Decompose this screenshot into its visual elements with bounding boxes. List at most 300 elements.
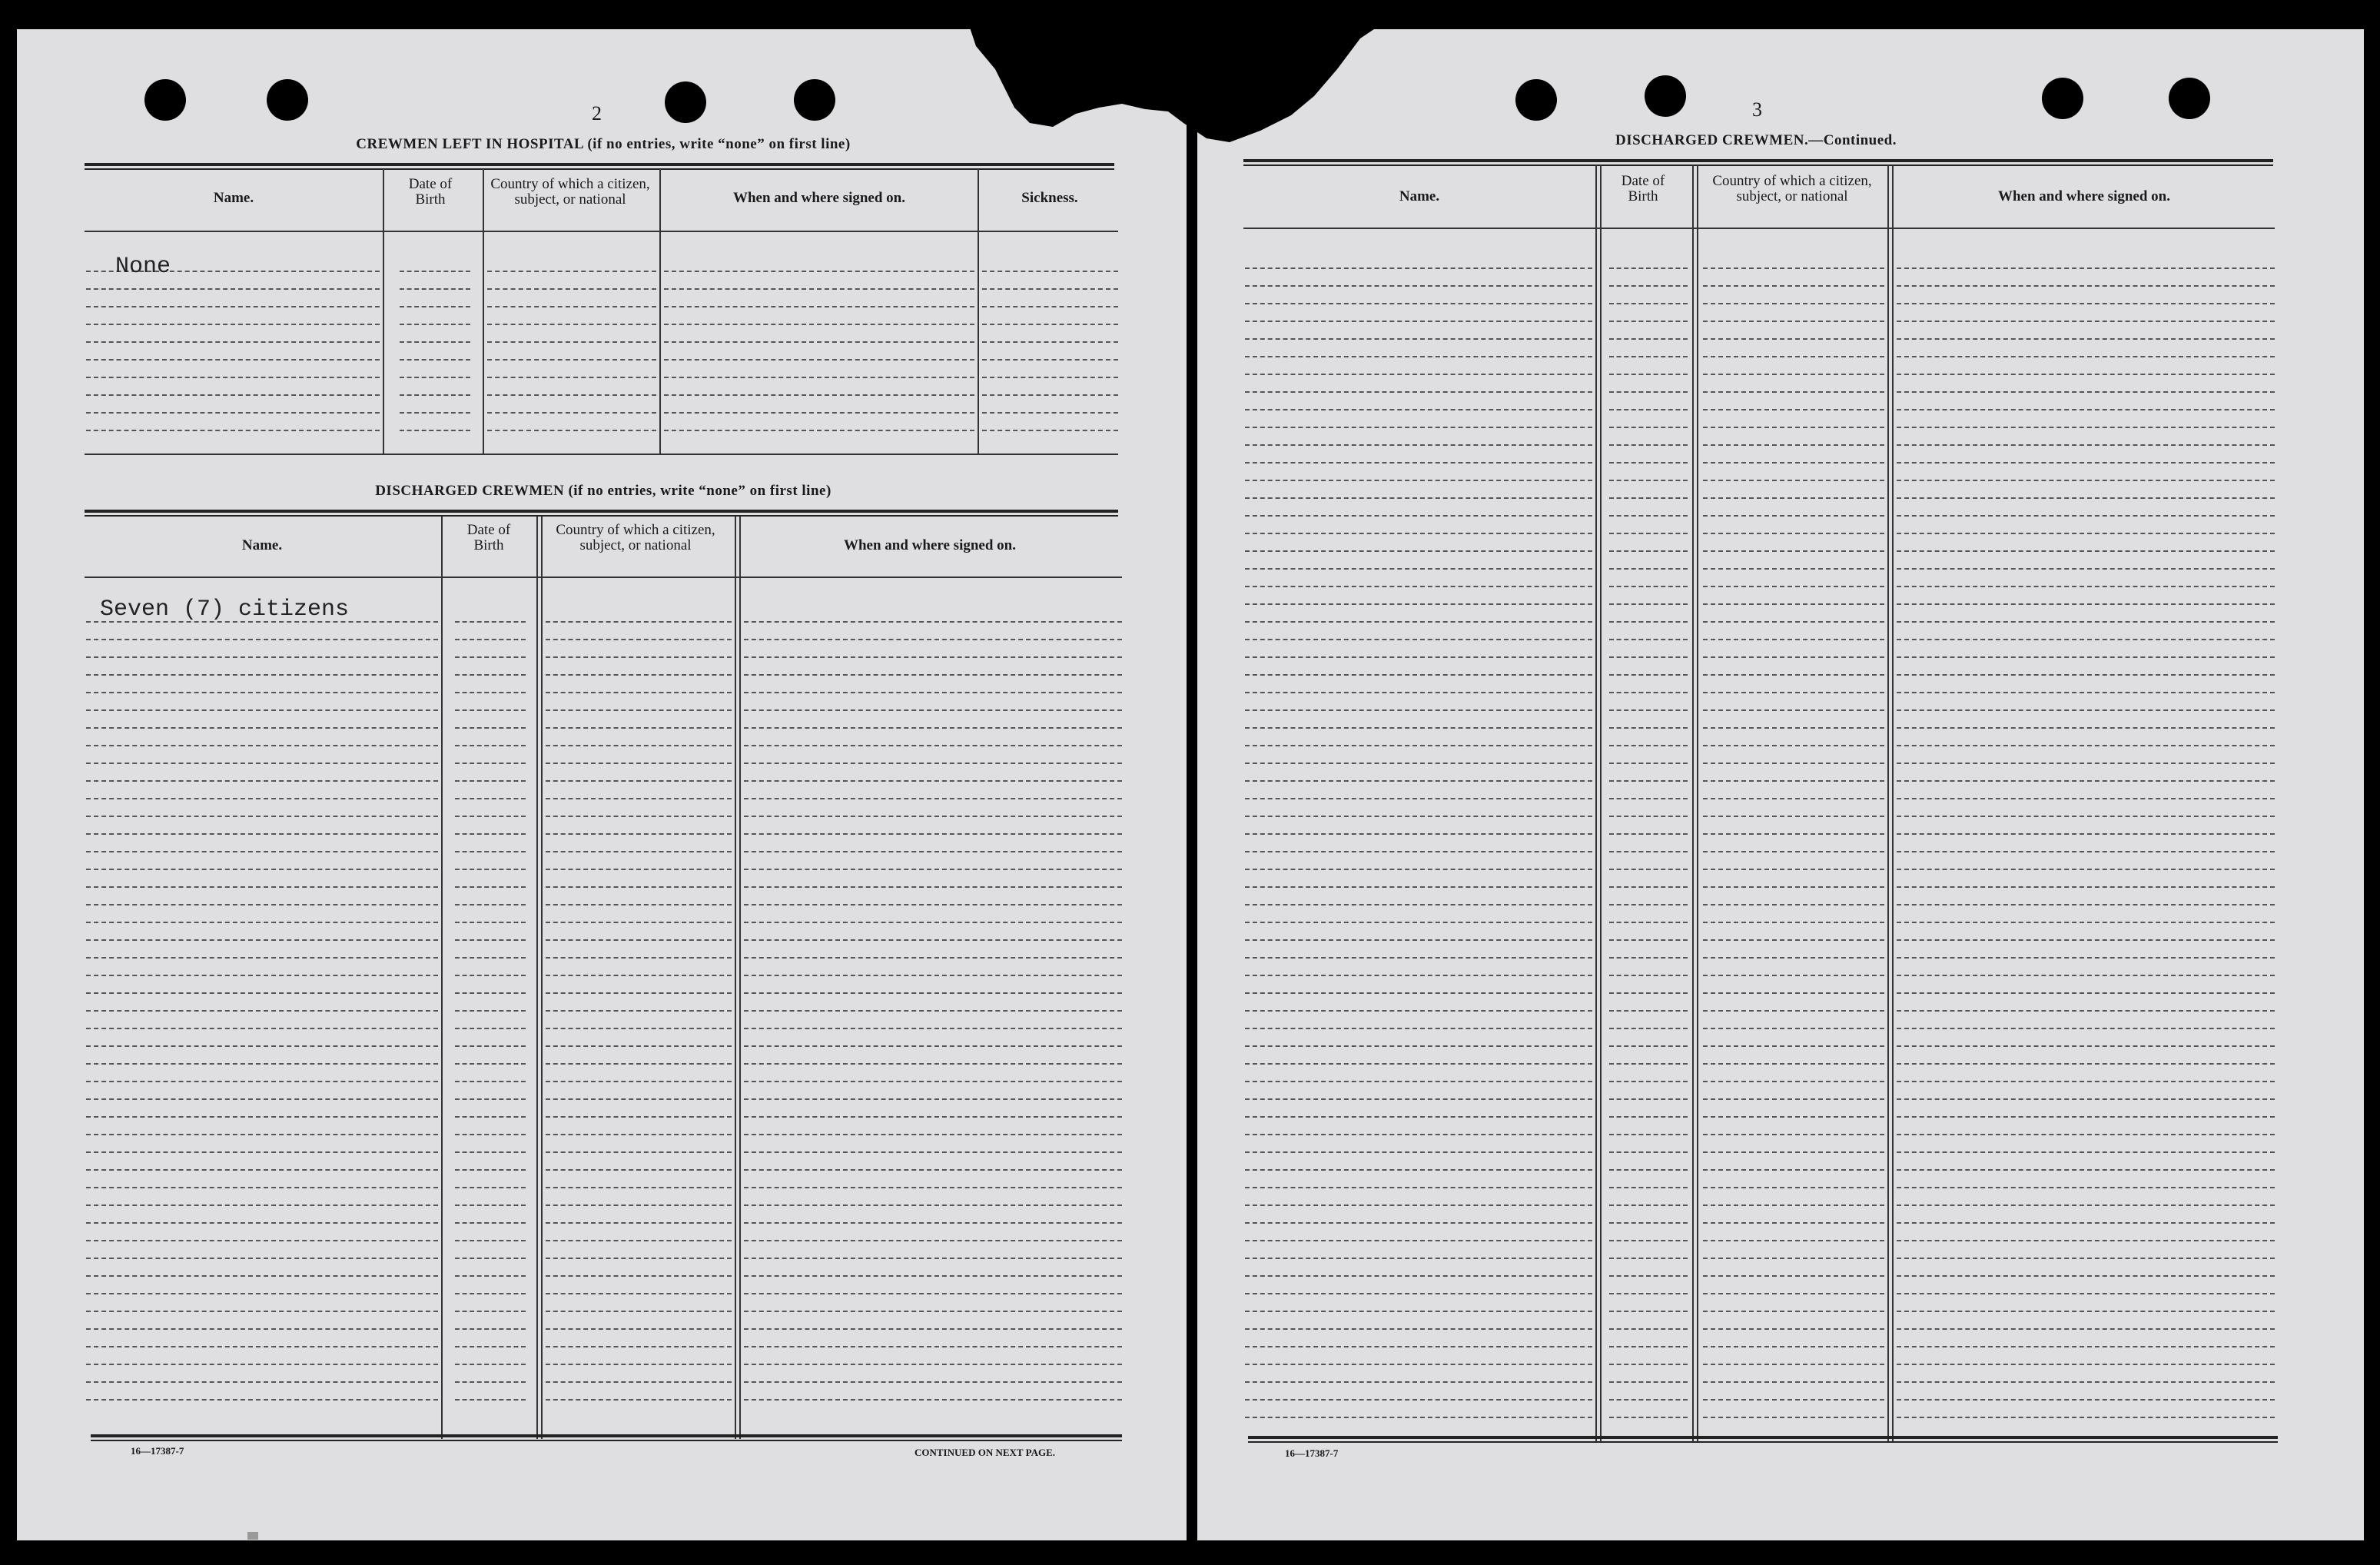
entry-line <box>455 886 526 888</box>
entry-line <box>455 1293 526 1294</box>
entry-line <box>1245 550 1592 552</box>
entry-line <box>1609 1028 1688 1029</box>
entry-line <box>664 412 974 414</box>
header-rule <box>85 510 1118 517</box>
entry-line <box>744 1311 1122 1312</box>
entry-line <box>744 1399 1122 1401</box>
entry-line <box>1245 816 1592 817</box>
entry-line <box>546 833 732 835</box>
entry-line <box>1245 639 1592 640</box>
entry-line <box>487 324 656 325</box>
entry-line <box>1897 745 2275 746</box>
entry-line <box>546 621 732 623</box>
entry-line <box>455 727 526 729</box>
entry-line <box>1245 1275 1592 1277</box>
entry-line <box>1609 1151 1688 1153</box>
entry-line <box>1703 480 1884 481</box>
entry-line <box>400 341 470 343</box>
entry-line <box>1245 1151 1592 1153</box>
entry-line <box>744 833 1122 835</box>
entry-line <box>1609 1187 1688 1188</box>
entry-line <box>1897 1028 2275 1029</box>
entry-line <box>1703 1028 1884 1029</box>
entry-line <box>1609 321 1688 322</box>
entry-line <box>1245 1364 1592 1365</box>
entry-line <box>1703 639 1884 640</box>
entry-line <box>86 1328 438 1330</box>
column-divider <box>1892 165 1894 1441</box>
entry-line <box>455 1028 526 1029</box>
col-country: Country of which a citizen, subject, or national <box>1712 173 1872 204</box>
entry-line <box>744 1134 1122 1135</box>
entry-line <box>1897 515 2275 517</box>
entry-line <box>982 394 1118 396</box>
entry-line <box>546 1134 732 1135</box>
entry-line <box>455 1328 526 1330</box>
entry-line <box>1703 321 1884 322</box>
entry-line <box>1609 1240 1688 1241</box>
entry-line <box>400 359 470 361</box>
entry-line <box>744 1010 1122 1012</box>
entry-line <box>455 1098 526 1100</box>
entry-line <box>1703 1399 1884 1401</box>
entry-line <box>1609 515 1688 517</box>
entry-line <box>744 1258 1122 1259</box>
entry-line <box>744 780 1122 782</box>
col-date-of-birth: Date of Birth <box>408 176 453 208</box>
entry-line <box>1897 1169 2275 1171</box>
punch-hole <box>1515 79 1557 121</box>
entry-line <box>86 975 438 976</box>
entry-line <box>1609 975 1688 976</box>
entry-line <box>1245 1045 1592 1047</box>
entry-line <box>455 1240 526 1241</box>
entry-line <box>455 656 526 658</box>
entry-line <box>982 412 1118 414</box>
entry-line <box>664 359 974 361</box>
entry-line <box>1245 692 1592 693</box>
entry-line <box>86 412 380 414</box>
entry-line <box>1703 1134 1884 1135</box>
entry-line <box>1245 1187 1592 1188</box>
entry-line <box>1245 957 1592 959</box>
page-number: 3 <box>1752 98 1762 121</box>
entry-line <box>1897 621 2275 623</box>
entry-line <box>1609 356 1688 357</box>
entry-line <box>744 1240 1122 1241</box>
entry-line <box>1897 603 2275 605</box>
entry-line <box>1703 568 1884 570</box>
entry-line <box>1609 1010 1688 1012</box>
entry-line <box>1245 763 1592 764</box>
entry-line <box>86 288 380 290</box>
col-name: Name. <box>241 537 283 553</box>
entry-line <box>1245 338 1592 340</box>
entry-line <box>86 639 438 640</box>
entry-line <box>1703 1204 1884 1206</box>
entry-line <box>1703 374 1884 375</box>
entry-line <box>455 1169 526 1171</box>
entry-line <box>400 394 470 396</box>
entry-line <box>455 1204 526 1206</box>
entry-line <box>1609 692 1688 693</box>
entry-line <box>744 639 1122 640</box>
entry-line <box>1703 444 1884 446</box>
entry-line <box>455 957 526 959</box>
entry-line <box>1245 409 1592 410</box>
entry-line <box>1609 727 1688 729</box>
entry-line <box>1897 1364 2275 1365</box>
entry-line <box>982 377 1118 378</box>
entry-line <box>1897 1222 2275 1224</box>
column-divider <box>978 169 979 454</box>
entry-line <box>744 816 1122 817</box>
entry-line <box>1897 763 2275 764</box>
entry-line <box>455 869 526 870</box>
column-divider <box>1595 165 1597 1441</box>
entry-line <box>1703 904 1884 905</box>
entry-line <box>1897 1293 2275 1294</box>
entry-line <box>744 886 1122 888</box>
entry-line <box>744 1204 1122 1206</box>
entry-line <box>1897 957 2275 959</box>
entry-line <box>1609 480 1688 481</box>
entry-line <box>1703 1151 1884 1153</box>
entry-line <box>1703 798 1884 799</box>
entry-line <box>744 1151 1122 1153</box>
form-number: 16—17387-7 <box>131 1445 184 1457</box>
entry-line <box>1703 1346 1884 1347</box>
entry-line <box>546 886 732 888</box>
entry-line <box>1609 886 1688 888</box>
entry-line <box>86 780 438 782</box>
entry-line <box>86 833 438 835</box>
entry-line <box>1703 391 1884 393</box>
entry-line <box>1245 621 1592 623</box>
entry-line <box>1703 586 1884 587</box>
entry-line <box>1703 1081 1884 1082</box>
entry-line <box>1897 1240 2275 1241</box>
entry-line <box>1703 1010 1884 1012</box>
entry-line <box>982 271 1118 272</box>
entry-line <box>1703 869 1884 870</box>
entry-line <box>86 1169 438 1171</box>
entry-line <box>546 692 732 693</box>
entry-line <box>1245 851 1592 852</box>
entry-line <box>744 763 1122 764</box>
entry-line <box>546 1098 732 1100</box>
entry-line <box>1609 267 1688 269</box>
entry-line <box>455 1151 526 1153</box>
entry-line <box>1609 1063 1688 1065</box>
entry-line <box>546 639 732 640</box>
entry-line <box>1703 709 1884 711</box>
entry-line <box>455 621 526 623</box>
form-number: 16—17387-7 <box>1285 1447 1339 1459</box>
entry-line <box>1897 656 2275 658</box>
entry-line <box>1703 957 1884 959</box>
entry-line <box>1703 267 1884 269</box>
entry-line <box>982 430 1118 431</box>
entry-line <box>455 816 526 817</box>
entry-line <box>86 816 438 817</box>
entry-line <box>86 1010 438 1012</box>
entry-line <box>1245 1010 1592 1012</box>
footer-rule <box>1248 1436 2278 1443</box>
entry-line <box>1245 303 1592 304</box>
entry-line <box>546 709 732 711</box>
entry-line <box>1703 939 1884 941</box>
entry-line <box>1897 285 2275 287</box>
entry-line <box>1609 639 1688 640</box>
entry-line <box>546 851 732 852</box>
entry-line <box>1245 709 1592 711</box>
entry-line <box>1245 497 1592 499</box>
entry-line <box>1897 692 2275 693</box>
entry-line <box>1609 550 1688 552</box>
entry-line <box>455 1010 526 1012</box>
entry-line <box>546 816 732 817</box>
entry-line <box>1703 1293 1884 1294</box>
entry-line <box>455 992 526 994</box>
entry-line <box>1609 1328 1688 1330</box>
entry-line <box>86 1098 438 1100</box>
entry-line <box>1245 798 1592 799</box>
entry-line <box>546 1151 732 1153</box>
col-signed-on: When and where signed on. <box>1997 188 2170 204</box>
entry-line <box>1703 674 1884 676</box>
entry-line <box>400 377 470 378</box>
entry-line <box>1703 550 1884 552</box>
entry-line <box>546 1399 732 1401</box>
entry-line <box>744 1187 1122 1188</box>
entry-line <box>1703 356 1884 357</box>
entry-line <box>744 975 1122 976</box>
punch-hole <box>794 79 835 121</box>
entry-line <box>744 798 1122 799</box>
entry-line <box>1609 603 1688 605</box>
entry-line <box>546 1169 732 1171</box>
entry-line <box>744 1328 1122 1330</box>
entry-line <box>1609 1134 1688 1135</box>
entry-line <box>86 377 380 378</box>
entry-line <box>744 851 1122 852</box>
entry-line <box>487 359 656 361</box>
entry-line <box>1703 1311 1884 1312</box>
entry-line <box>1245 356 1592 357</box>
entry-line <box>546 975 732 976</box>
entry-line <box>86 1204 438 1206</box>
entry-line <box>1897 391 2275 393</box>
entry-line <box>1897 356 2275 357</box>
entry-line <box>487 430 656 431</box>
entry-line <box>1245 886 1592 888</box>
entry-line <box>546 1045 732 1047</box>
entry-line <box>744 957 1122 959</box>
entry-line <box>455 763 526 764</box>
entry-line <box>546 1293 732 1294</box>
entry-line <box>86 1063 438 1065</box>
entry-line <box>546 745 732 746</box>
entry-line <box>744 904 1122 905</box>
entry-line <box>546 780 732 782</box>
entry-line <box>1609 1081 1688 1082</box>
entry-line <box>1609 939 1688 941</box>
entry-line <box>1897 1045 2275 1047</box>
entry-line <box>1897 303 2275 304</box>
header-bottom-rule <box>85 576 1122 578</box>
entry-line <box>86 763 438 764</box>
entry-line <box>1897 267 2275 269</box>
entry-line <box>1245 603 1592 605</box>
entry-line <box>1897 444 2275 446</box>
entry-line <box>455 1311 526 1312</box>
entry-line <box>1897 321 2275 322</box>
entry-line <box>1897 1399 2275 1401</box>
col-country: Country of which a citizen, subject, or national <box>490 176 650 208</box>
entry-line <box>1609 798 1688 799</box>
entry-line <box>86 341 380 343</box>
entry-line <box>455 1275 526 1277</box>
entry-line <box>1245 480 1592 481</box>
entry-line <box>86 1275 438 1277</box>
entry-line <box>1703 409 1884 410</box>
entry-line <box>546 798 732 799</box>
entry-line <box>1245 1328 1592 1330</box>
entry-line <box>1897 409 2275 410</box>
entry-line <box>1897 1311 2275 1312</box>
entry-line <box>1703 1116 1884 1118</box>
entry-line <box>1609 374 1688 375</box>
entry-line <box>982 288 1118 290</box>
entry-line <box>455 1346 526 1347</box>
entry-line <box>1897 497 2275 499</box>
entry-line <box>86 692 438 693</box>
entry-line <box>1609 833 1688 835</box>
entry-line <box>86 1381 438 1383</box>
entry-line <box>86 957 438 959</box>
entry-line <box>546 1063 732 1065</box>
header-bottom-rule <box>1243 228 2275 229</box>
entry-line <box>455 674 526 676</box>
entry-line <box>400 306 470 307</box>
entry-line <box>546 1187 732 1188</box>
column-divider <box>483 169 484 454</box>
entry-line <box>1897 550 2275 552</box>
entry-line <box>1703 1364 1884 1365</box>
entry-line <box>546 1258 732 1259</box>
entry-line <box>1609 851 1688 852</box>
entry-line <box>744 709 1122 711</box>
entry-line <box>546 1204 732 1206</box>
entry-line <box>1897 462 2275 464</box>
column-divider <box>536 517 538 1439</box>
entry-line <box>1245 975 1592 976</box>
entry-line <box>1897 904 2275 905</box>
entry-line <box>1703 1187 1884 1188</box>
entry-line <box>455 851 526 852</box>
entry-line <box>1245 1204 1592 1206</box>
entry-line <box>400 324 470 325</box>
entry-line <box>1609 745 1688 746</box>
entry-line <box>1609 427 1688 428</box>
entry-line <box>1897 1116 2275 1118</box>
entry-line <box>86 1081 438 1082</box>
entry-line <box>1897 1151 2275 1153</box>
entry-line <box>546 1028 732 1029</box>
entry-line <box>86 656 438 658</box>
entry-line <box>86 922 438 923</box>
entry-line <box>86 745 438 746</box>
entry-line <box>1609 1204 1688 1206</box>
entry-line <box>744 1098 1122 1100</box>
entry-line <box>86 324 380 325</box>
entry-line <box>1703 1258 1884 1259</box>
entry-line <box>487 271 656 272</box>
column-divider <box>441 517 443 1439</box>
entry-line <box>1245 1399 1592 1401</box>
page-tab-marker <box>247 1532 258 1540</box>
entry-line <box>744 1081 1122 1082</box>
entry-line <box>400 288 470 290</box>
entry-line <box>455 1258 526 1259</box>
entry-line <box>744 1045 1122 1047</box>
entry-line <box>546 869 732 870</box>
entry-line <box>487 377 656 378</box>
column-divider <box>659 169 661 454</box>
entry-line <box>455 1116 526 1118</box>
entry-line <box>455 833 526 835</box>
entry-line <box>1609 621 1688 623</box>
entry-line <box>1703 427 1884 428</box>
entry-line <box>400 271 470 272</box>
entry-line <box>400 412 470 414</box>
entry-line <box>1703 992 1884 994</box>
punch-hole <box>2042 78 2083 119</box>
column-divider <box>739 517 741 1439</box>
hospital-entry: None <box>115 254 171 280</box>
entry-line <box>487 341 656 343</box>
entry-line <box>982 359 1118 361</box>
hospital-section-title: CREWMEN LEFT IN HOSPITAL (if no entries, write “none” on first line) <box>356 136 851 152</box>
entry-line <box>664 394 974 396</box>
entry-line <box>1609 869 1688 870</box>
entry-line <box>455 745 526 746</box>
entry-line <box>455 780 526 782</box>
section-bottom-rule <box>85 454 1118 455</box>
entry-line <box>86 709 438 711</box>
entry-line <box>1703 285 1884 287</box>
entry-line <box>1609 497 1688 499</box>
col-date-of-birth: Date of Birth <box>1621 173 1665 204</box>
left-page <box>17 29 1187 1540</box>
entry-line <box>1245 1116 1592 1118</box>
entry-line <box>546 1010 732 1012</box>
entry-line <box>86 1151 438 1153</box>
entry-line <box>1703 1275 1884 1277</box>
entry-line <box>487 412 656 414</box>
entry-line <box>1703 780 1884 782</box>
entry-line <box>1609 709 1688 711</box>
column-divider <box>1692 165 1694 1441</box>
entry-line <box>664 341 974 343</box>
column-divider <box>383 169 384 454</box>
entry-line <box>1703 922 1884 923</box>
header-rule <box>85 163 1114 170</box>
entry-line <box>1245 656 1592 658</box>
entry-line <box>1245 568 1592 570</box>
header-rule <box>1243 159 2273 166</box>
